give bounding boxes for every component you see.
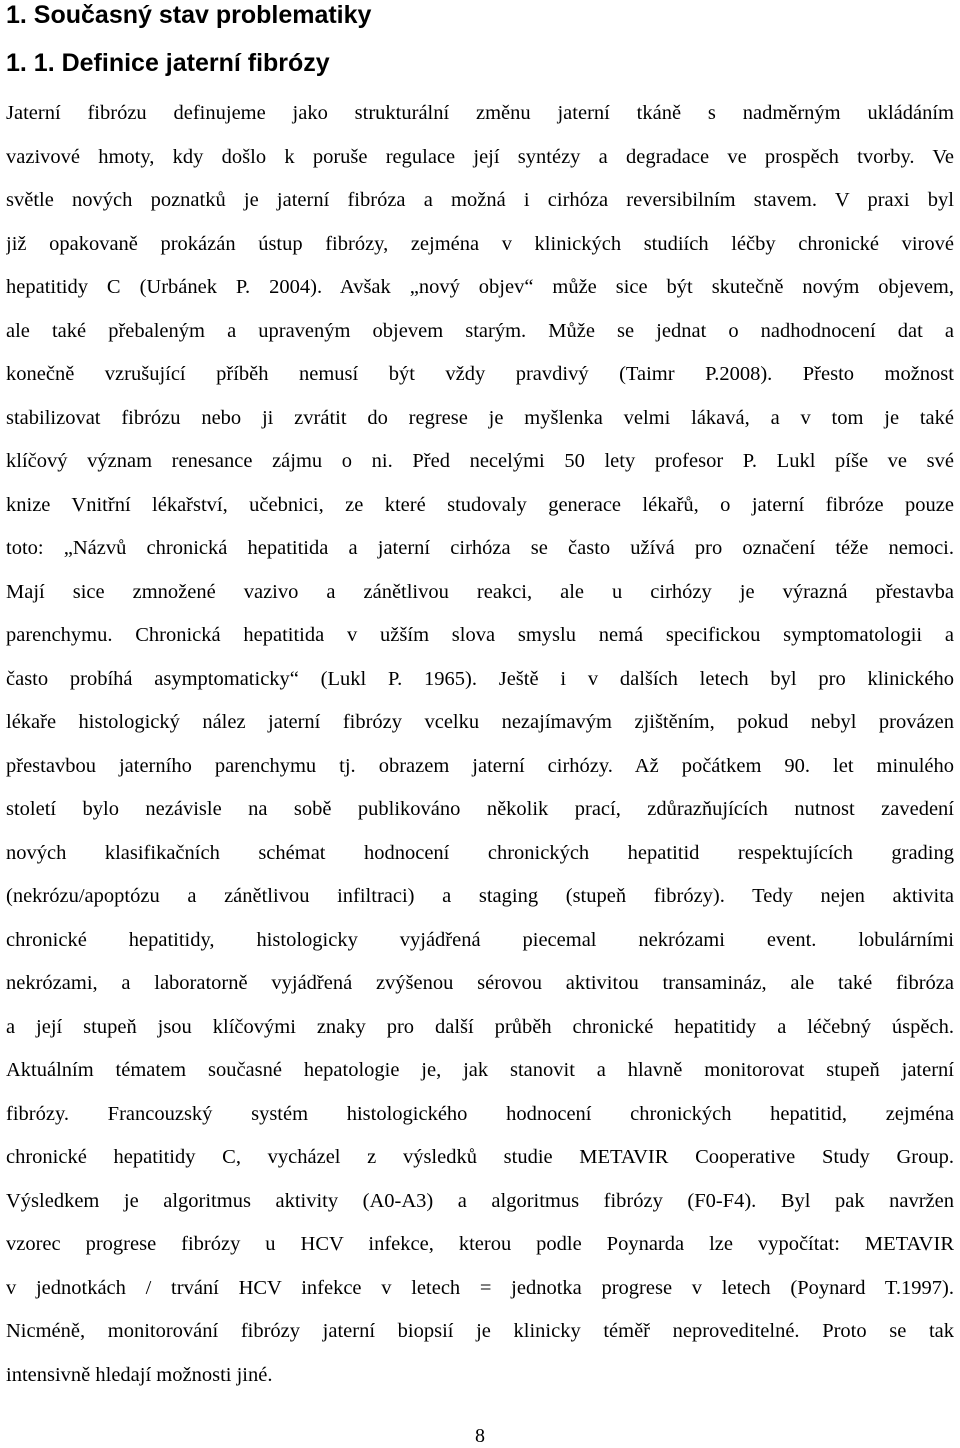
text-line: Výsledkem je algoritmus aktivity (A0-A3) a algoritmus fibrózy (F0-F4). Byl pak navržen	[6, 1189, 954, 1212]
text-line: Aktuálním tématem současné hepatologie je, jak stanovit a hlavně monitorovat stupeň jaterní	[6, 1059, 954, 1082]
text-line: často probíhá asymptomaticky“ (Lukl P. 1965). Ještě i v dalších letech byl pro klinického	[6, 667, 954, 690]
text-line: fibrózy. Francouzský systém histologického hodnocení chronických hepatitid, zejména	[6, 1102, 954, 1125]
text-line: Nicméně, monitorování fibrózy jaterní biopsií je klinicky téměř neproveditelné. Proto se tak	[6, 1320, 954, 1343]
text-line: chronické hepatitidy C, vycházel z výsledků studie METAVIR Cooperative Study Group.	[6, 1146, 954, 1169]
text-line: světle nových poznatků je jaterní fibróza a možná i cirhóza reversibilním stavem. V praxi byl	[6, 189, 954, 212]
text-line: konečně vzrušující příběh nemusí být vždy pravdivý (Taimr P.2008). Přesto možnost	[6, 363, 954, 386]
text-line: nekrózami, a laboratorně vyjádřená zvýšenou sérovou aktivitou transamináz, ale také fibróza	[6, 972, 954, 995]
chapter-heading: 1. Současný stav problematiky	[6, 1, 372, 29]
text-line: klíčový význam renesance zájmu o ni. Před necelými 50 lety profesor P. Lukl píše ve své	[6, 450, 954, 473]
text-line: chronické hepatitidy, histologicky vyjádřená piecemal nekrózami event. lobulárními	[6, 928, 954, 951]
text-line: vazivové hmoty, kdy došlo k poruše regulace její syntézy a degradace ve prospěch tvorby. Ve	[6, 145, 954, 168]
body-paragraph	[6, 92, 954, 1397]
section-heading: 1. 1. Definice jaterní fibrózy	[6, 49, 330, 77]
text-line: hepatitidy C (Urbánek P. 2004). Avšak „nový objev“ může sice být skutečně novým objevem,	[6, 276, 954, 299]
text-line: intensivně hledají možnosti jiné.	[6, 1363, 273, 1386]
text-line: století bylo nezávisle na sobě publikováno několik prací, zdůrazňujících nutnost zavedení	[6, 798, 954, 821]
text-line: lékaře histologický nález jaterní fibrózy vcelku nezajímavým zjištěním, pokud nebyl provázen	[6, 711, 954, 734]
text-line: knize Vnitřní lékařství, učebnici, ze které studovaly generace lékařů, o jaterní fibróze pouze	[6, 493, 954, 516]
text-line: toto: „Názvů chronická hepatitida a jaterní cirhóza se často užívá pro označení téže nemoci.	[6, 537, 954, 560]
text-line: a její stupeň jsou klíčovými znaky pro další průběh chronické hepatitidy a léčebný úspěch.	[6, 1015, 954, 1038]
text-line: Jaterní fibrózu definujeme jako strukturální změnu jaterní tkáně s nadměrným ukládáním	[6, 102, 954, 124]
text-line: již opakovaně prokázán ústup fibrózy, zejména v klinických studiích léčby chronické virové	[6, 232, 954, 255]
text-line: Mají sice zmnožené vazivo a zánětlivou reakci, ale u cirhózy je výrazná přestavba	[6, 580, 954, 603]
page-number: 8	[475, 1425, 485, 1447]
text-line: stabilizovat fibrózu nebo ji zvrátit do regrese je myšlenka velmi lákavá, a v tom je také	[6, 406, 954, 429]
text-line: v jednotkách / trvání HCV infekce v letech = jednotka progrese v letech (Poynard T.1997).	[6, 1276, 954, 1299]
text-line: přestavbou jaterního parenchymu tj. obrazem jaterní cirhózy. Až počátkem 90. let minulého	[6, 754, 954, 777]
text-line: nových klasifikačních schémat hodnocení chronických hepatitid respektujících grading	[6, 841, 954, 864]
text-line: parenchymu. Chronická hepatitida v užším slova smyslu nemá specifickou symptomatologii a	[6, 624, 954, 647]
text-line: vzorec progrese fibrózy u HCV infekce, kterou podle Poynarda lze vypočítat: METAVIR	[6, 1233, 954, 1256]
text-line: ale také přebaleným a upraveným objevem starým. Může se jednat o nadhodnocení dat a	[6, 319, 954, 342]
text-line: (nekrózu/apoptózu a zánětlivou infiltraci) a staging (stupeň fibrózy). Tedy nejen aktivita	[6, 885, 954, 908]
